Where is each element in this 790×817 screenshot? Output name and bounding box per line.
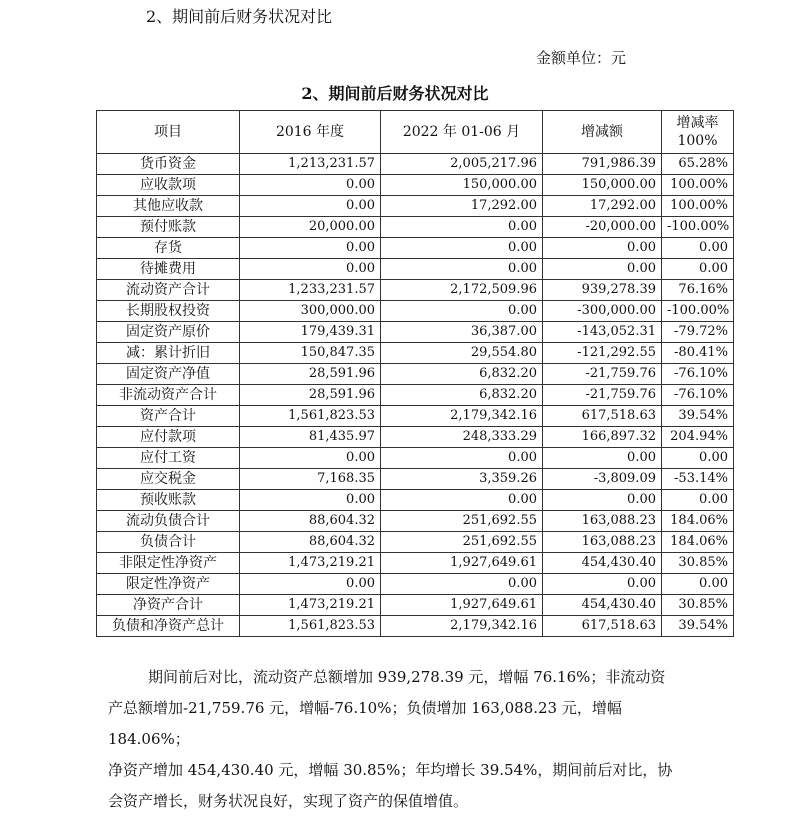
cell-2016: 20,000.00 (240, 217, 381, 238)
cell-change-rate: 184.06% (662, 532, 734, 553)
paragraph-line: 净资产增加 454,430.40 元，增幅 30.85%；年均增长 39.54%，期间前后对比，协 (108, 761, 673, 779)
cell-change-rate: -79.72% (662, 322, 734, 343)
cell-2016: 179,439.31 (240, 322, 381, 343)
table-row (97, 196, 734, 217)
cell-2022: 2,179,342.16 (381, 616, 543, 637)
cell-change-rate: -53.14% (662, 469, 734, 490)
cell-2016: 1,473,219.21 (240, 553, 381, 574)
cell-change-amount: 617,518.63 (543, 616, 662, 637)
cell-2022: 6,832.20 (381, 385, 543, 406)
cell-change-amount: 617,518.63 (543, 406, 662, 427)
cell-change-amount: 454,430.40 (543, 553, 662, 574)
header-2016: 2016 年度 (240, 111, 381, 154)
cell-2016: 0.00 (240, 574, 381, 595)
cell-change-amount: 163,088.23 (543, 532, 662, 553)
table-row (97, 511, 734, 532)
cell-change-amount: 0.00 (543, 259, 662, 280)
header-change-rate (662, 111, 734, 154)
cell-2022: 0.00 (381, 574, 543, 595)
cell-item: 固定资产净值 (97, 364, 240, 385)
table-row (97, 406, 734, 427)
table-title: 2、期间前后财务状况对比 (301, 84, 489, 103)
cell-change-rate: 65.28% (662, 154, 734, 175)
cell-item: 应收款项 (97, 175, 240, 196)
cell-item: 净资产合计 (97, 595, 240, 616)
cell-2022: 1,927,649.61 (381, 553, 543, 574)
cell-change-rate: 76.16% (662, 280, 734, 301)
cell-item: 长期股权投资 (97, 301, 240, 322)
cell-2016: 28,591.96 (240, 364, 381, 385)
cell-2022: 150,000.00 (381, 175, 543, 196)
cell-2016: 81,435.97 (240, 427, 381, 448)
table-row (97, 427, 734, 448)
cell-change-rate: 30.85% (662, 553, 734, 574)
cell-2022: 0.00 (381, 259, 543, 280)
cell-2022: 0.00 (381, 217, 543, 238)
table-row (97, 595, 734, 616)
cell-change-rate: -100.00% (662, 301, 734, 322)
cell-item: 存货 (97, 238, 240, 259)
cell-change-amount: 939,278.39 (543, 280, 662, 301)
cell-change-amount: 17,292.00 (543, 196, 662, 217)
cell-2022: 36,387.00 (381, 322, 543, 343)
cell-2022: 251,692.55 (381, 532, 543, 553)
cell-2022: 251,692.55 (381, 511, 543, 532)
cell-change-rate: -100.00% (662, 217, 734, 238)
cell-change-amount: -143,052.31 (543, 322, 662, 343)
cell-2016: 0.00 (240, 259, 381, 280)
cell-change-amount: -3,809.09 (543, 469, 662, 490)
cell-2016: 1,473,219.21 (240, 595, 381, 616)
cell-2022: 0.00 (381, 490, 543, 511)
table-row (97, 343, 734, 364)
cell-item: 待摊费用 (97, 259, 240, 280)
cell-2022: 0.00 (381, 238, 543, 259)
cell-change-amount: -21,759.76 (543, 364, 662, 385)
cell-2022: 29,554.80 (381, 343, 543, 364)
cell-change-rate: -76.10% (662, 364, 734, 385)
cell-change-rate: -80.41% (662, 343, 734, 364)
cell-change-amount: -20,000.00 (543, 217, 662, 238)
cell-change-rate: 204.94% (662, 427, 734, 448)
cell-change-rate: 100.00% (662, 196, 734, 217)
cell-item: 减：累计折旧 (97, 343, 240, 364)
cell-2022: 2,005,217.96 (381, 154, 543, 175)
table-row (97, 259, 734, 280)
cell-2022: 248,333.29 (381, 427, 543, 448)
cell-2016: 1,213,231.57 (240, 154, 381, 175)
table-row (97, 574, 734, 595)
table-row (97, 322, 734, 343)
table-body (97, 154, 734, 637)
table-row (97, 280, 734, 301)
financial-comparison-table (96, 110, 734, 637)
cell-change-amount: 0.00 (543, 574, 662, 595)
cell-change-rate: 0.00 (662, 490, 734, 511)
paragraph-line: 会资产增长，财务状况良好，实现了资产的保值增值。 (108, 792, 469, 810)
table-row (97, 469, 734, 490)
table-row (97, 154, 734, 175)
table-row (97, 364, 734, 385)
cell-item: 应付工资 (97, 448, 240, 469)
cell-item: 应交税金 (97, 469, 240, 490)
cell-change-rate: 100.00% (662, 175, 734, 196)
cell-item: 限定性净资产 (97, 574, 240, 595)
header-change-amount: 增减额 (543, 111, 662, 154)
cell-change-rate: 0.00 (662, 259, 734, 280)
cell-item: 固定资产原价 (97, 322, 240, 343)
cell-change-amount: -21,759.76 (543, 385, 662, 406)
cell-2016: 0.00 (240, 175, 381, 196)
cell-item: 资产合计 (97, 406, 240, 427)
cell-change-rate: 39.54% (662, 406, 734, 427)
cell-item: 货币资金 (97, 154, 240, 175)
cell-item: 非流动资产合计 (97, 385, 240, 406)
cell-2016: 1,561,823.53 (240, 406, 381, 427)
cell-change-amount: 166,897.32 (543, 427, 662, 448)
cell-2016: 28,591.96 (240, 385, 381, 406)
cell-change-amount: -121,292.55 (543, 343, 662, 364)
header-2022: 2022 年 01-06 月 (381, 111, 543, 154)
cell-item: 流动负债合计 (97, 511, 240, 532)
cell-change-rate: 0.00 (662, 574, 734, 595)
cell-change-rate: 0.00 (662, 238, 734, 259)
cell-2016: 1,233,231.57 (240, 280, 381, 301)
paragraph-line: 产总额增加-21,759.76 元，增幅-76.10%；负债增加 163,088.23 元，增幅 184.06%； (108, 699, 622, 748)
cell-2022: 17,292.00 (381, 196, 543, 217)
cell-2016: 1,561,823.53 (240, 616, 381, 637)
cell-2016: 0.00 (240, 448, 381, 469)
cell-2022: 0.00 (381, 448, 543, 469)
cell-change-rate: 39.54% (662, 616, 734, 637)
cell-change-rate: 30.85% (662, 595, 734, 616)
cell-2022: 2,172,509.96 (381, 280, 543, 301)
cell-change-rate: -76.10% (662, 385, 734, 406)
cell-2022: 1,927,649.61 (381, 595, 543, 616)
cell-item: 其他应收款 (97, 196, 240, 217)
cell-2022: 3,359.26 (381, 469, 543, 490)
cell-2016: 88,604.32 (240, 511, 381, 532)
analysis-paragraph (108, 662, 682, 817)
paragraph-line: 期间前后对比，流动资产总额增加 939,278.39 元，增幅 76.16%；非流动资 (148, 668, 666, 686)
cell-change-rate: 0.00 (662, 448, 734, 469)
cell-item: 预收账款 (97, 490, 240, 511)
cell-item: 非限定性净资产 (97, 553, 240, 574)
cell-change-amount: 0.00 (543, 238, 662, 259)
header-change-rate-unit: 100% (677, 133, 718, 149)
cell-change-rate: 184.06% (662, 511, 734, 532)
cell-2022: 6,832.20 (381, 364, 543, 385)
cell-2016: 150,847.35 (240, 343, 381, 364)
cell-2022: 0.00 (381, 301, 543, 322)
table-row (97, 448, 734, 469)
cell-2016: 88,604.32 (240, 532, 381, 553)
cell-2016: 0.00 (240, 490, 381, 511)
cell-change-amount: 454,430.40 (543, 595, 662, 616)
table-row (97, 175, 734, 196)
cell-2016: 0.00 (240, 238, 381, 259)
cell-change-amount: -300,000.00 (543, 301, 662, 322)
cell-item: 流动资产合计 (97, 280, 240, 301)
cell-2016: 0.00 (240, 196, 381, 217)
section-heading: 2、期间前后财务状况对比 (146, 7, 333, 26)
table-header-row (97, 111, 734, 154)
cell-item: 负债合计 (97, 532, 240, 553)
table-row (97, 553, 734, 574)
cell-item: 应付款项 (97, 427, 240, 448)
cell-change-amount: 163,088.23 (543, 511, 662, 532)
header-item: 项目 (97, 111, 240, 154)
table-row (97, 238, 734, 259)
table-row (97, 532, 734, 553)
currency-unit-label: 金额单位：元 (536, 49, 627, 67)
cell-2016: 7,168.35 (240, 469, 381, 490)
cell-change-amount: 150,000.00 (543, 175, 662, 196)
header-change-rate-label: 增减率 (676, 115, 719, 131)
cell-change-amount: 0.00 (543, 448, 662, 469)
cell-item: 负债和净资产总计 (97, 616, 240, 637)
cell-2022: 2,179,342.16 (381, 406, 543, 427)
table-row (97, 490, 734, 511)
cell-2016: 300,000.00 (240, 301, 381, 322)
table-row (97, 385, 734, 406)
table-row (97, 217, 734, 238)
cell-item: 预付账款 (97, 217, 240, 238)
table-row (97, 616, 734, 637)
cell-change-amount: 0.00 (543, 490, 662, 511)
table-row (97, 301, 734, 322)
cell-change-amount: 791,986.39 (543, 154, 662, 175)
